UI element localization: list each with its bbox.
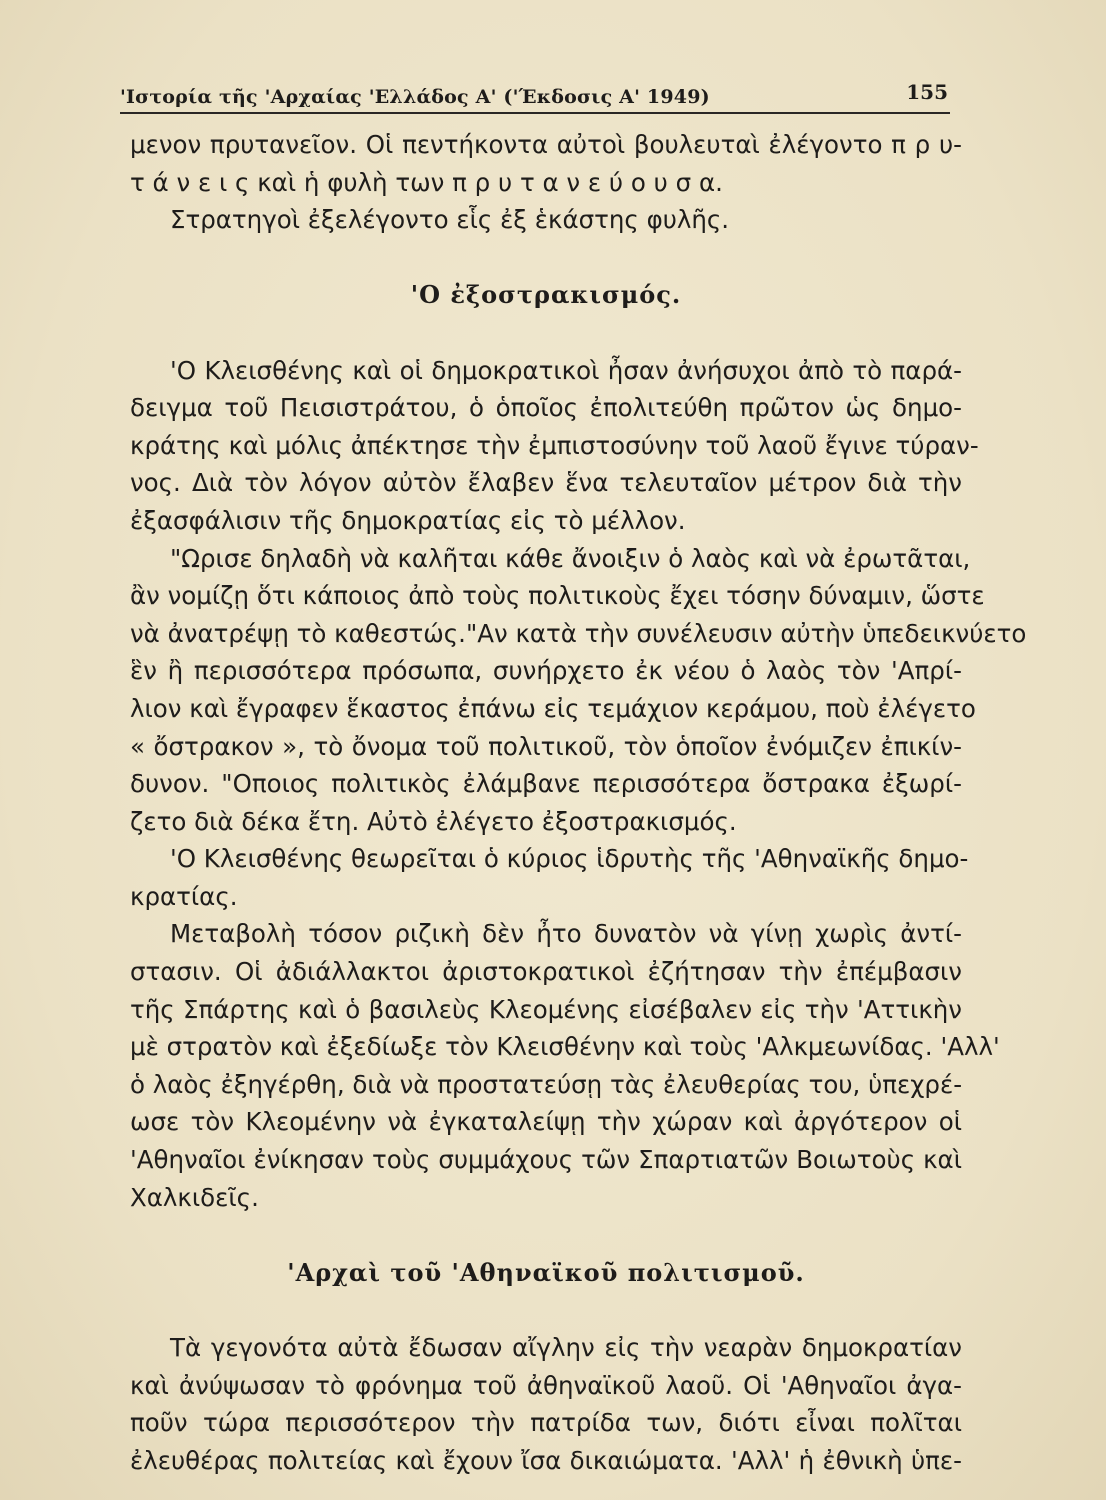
spacer xyxy=(130,239,962,277)
page-number: 155 xyxy=(906,80,948,104)
spacer xyxy=(130,1216,962,1254)
text-line: μὲ στρατὸν καὶ ἐξεδίωξε τὸν Κλεισθένην καὶ τοὺς 'Αλκμεωνίδας. 'Αλλ' xyxy=(130,1032,1000,1062)
text-line: δυνον. "Οποιος πολιτικὸς ἐλάμβανε περισσότερα ὄστρακα ἐξωρί- xyxy=(130,769,962,799)
spacer xyxy=(130,314,962,352)
header-title: 'Ιστορία τῆς 'Αρχαίας 'Ελλάδος Α' ('Έκδοσις Α' 1949) xyxy=(120,86,710,108)
text-line: ἐξασφάλισιν τῆς δημοκρατίας εἰς τὸ μέλλον. xyxy=(130,505,686,535)
text-line: ποῦν τώρα περισσότερον τὴν πατρίδα των, διότι εἶναι πολῖται xyxy=(130,1408,962,1438)
text-line: κράτης καὶ μόλις ἀπέκτησε τὴν ἐμπιστοσύνην τοῦ λαοῦ ἔγινε τύραν- xyxy=(130,430,979,460)
text-line: ὁ λαὸς ἐξηγέρθη, διὰ νὰ προστατεύσῃ τὰς ἐλευθερίας του, ὑπεχρέ- xyxy=(130,1069,963,1099)
body-text xyxy=(130,126,1027,1479)
section-heading: 'Αρχαὶ τοῦ 'Αθηναϊκοῦ πολιτισμοῦ. xyxy=(287,1257,805,1287)
text-line: ωσε τὸν Κλεομένην νὰ ἐγκαταλείψῃ τὴν χώραν καὶ ἀργότερον οἱ xyxy=(130,1107,962,1137)
text-line: ζετο διὰ δέκα ἔτη. Αὐτὸ ἐλέγετο ἐξοστρακισμός. xyxy=(130,806,737,836)
text-line: Χαλκιδεῖς. xyxy=(130,1182,259,1212)
text-line: τῆς Σπάρτης καὶ ὁ βασιλεὺς Κλεομένης εἰσέβαλεν εἰς τὴν 'Αττικὴν xyxy=(130,994,962,1024)
text-line: 'Ο Κλεισθένης θεωρεῖται ὁ κύριος ἱδρυτὴς τῆς 'Αθηναϊκῆς δημο- xyxy=(170,844,969,874)
text-line: "Ωρισε δηλαδὴ νὰ καλῆται κάθε ἄνοιξιν ὁ λαὸς καὶ νὰ ἐρωτᾶται, xyxy=(170,543,971,573)
section-heading: 'Ο ἐξοστρακισμός. xyxy=(410,280,682,310)
text-line: Μεταβολὴ τόσον ριζικὴ δὲν ἦτο δυνατὸν νὰ γίνῃ χωρὶς ἀντί- xyxy=(170,919,962,949)
text-line: στασιν. Οἱ ἀδιάλλακτοι ἀριστοκρατικοὶ ἐζήτησαν τὴν ἐπέμβασιν xyxy=(130,957,962,987)
text-line: Τὰ γεγονότα αὐτὰ ἔδωσαν αἴγλην εἰς τὴν νεαρὰν δημοκρατίαν xyxy=(170,1333,962,1362)
text-line: ἂν νομίζῃ ὅτι κάποιος ἀπὸ τοὺς πολιτικοὺς ἔχει τόσην δύναμιν, ὥστε xyxy=(130,581,985,611)
text-line: κρατίας. xyxy=(130,881,238,911)
text-line: λιον καὶ ἔγραφεν ἕκαστος ἐπάνω εἰς τεμάχιον κεράμου, ποὺ ἐλέγετο xyxy=(130,693,976,723)
spacer xyxy=(130,1291,962,1329)
text-line: νὰ ἀνατρέψῃ τὸ καθεστώς."Αν κατὰ τὴν συνέλευσιν αὐτὴν ὑπεδεικνύετο xyxy=(130,618,1027,648)
text-line: ἓν ἢ περισσότερα πρόσωπα, συνήρχετο ἐκ νέου ὁ λαὸς τὸν 'Απρί- xyxy=(130,656,962,686)
text-line: « ὄστρακον », τὸ ὄνομα τοῦ πολιτικοῦ, τὸν ὁποῖον ἐνόμιζεν ἐπικίν- xyxy=(130,731,962,761)
running-header xyxy=(120,78,950,114)
text-line: 'Αθηναῖοι ἐνίκησαν τοὺς συμμάχους τῶν Σπαρτιατῶν Βοιωτοὺς καὶ xyxy=(130,1145,962,1175)
text-line: δειγμα τοῦ Πεισιστράτου, ὁ ὁποῖος ἐπολιτεύθη πρῶτον ὡς δημο- xyxy=(130,393,962,423)
text-line: καὶ ἀνύψωσαν τὸ φρόνημα τοῦ ἀθηναϊκοῦ λαοῦ. Οἱ 'Αθηναῖοι ἀγα- xyxy=(130,1370,962,1400)
text-line: τ ά ν ε ι ς καὶ ἡ φυλὴ των π ρ υ τ α ν ε ύ ο υ σ α. xyxy=(130,167,723,197)
text-line: ἐλευθέρας πολιτείας καὶ ἔχουν ἴσα δικαιώματα. 'Αλλ' ἡ ἐθνικὴ ὑπε- xyxy=(130,1445,962,1475)
text-line: μενον πρυτανεῖον. Οἱ πεντήκοντα αὐτοὶ βουλευταὶ ἐλέγοντο π ρ υ- xyxy=(130,130,962,159)
text-line: νος. Διὰ τὸν λόγον αὐτὸν ἔλαβεν ἕνα τελευταῖον μέτρον διὰ τὴν xyxy=(130,468,962,498)
text-line: 'Ο Κλεισθένης καὶ οἱ δημοκρατικοὶ ἦσαν ἀνήσυχοι ἀπὸ τὸ παρά- xyxy=(170,355,962,385)
text-line: Στρατηγοὶ ἐξελέγοντο εἷς ἐξ ἑκάστης φυλῆς. xyxy=(170,205,730,235)
